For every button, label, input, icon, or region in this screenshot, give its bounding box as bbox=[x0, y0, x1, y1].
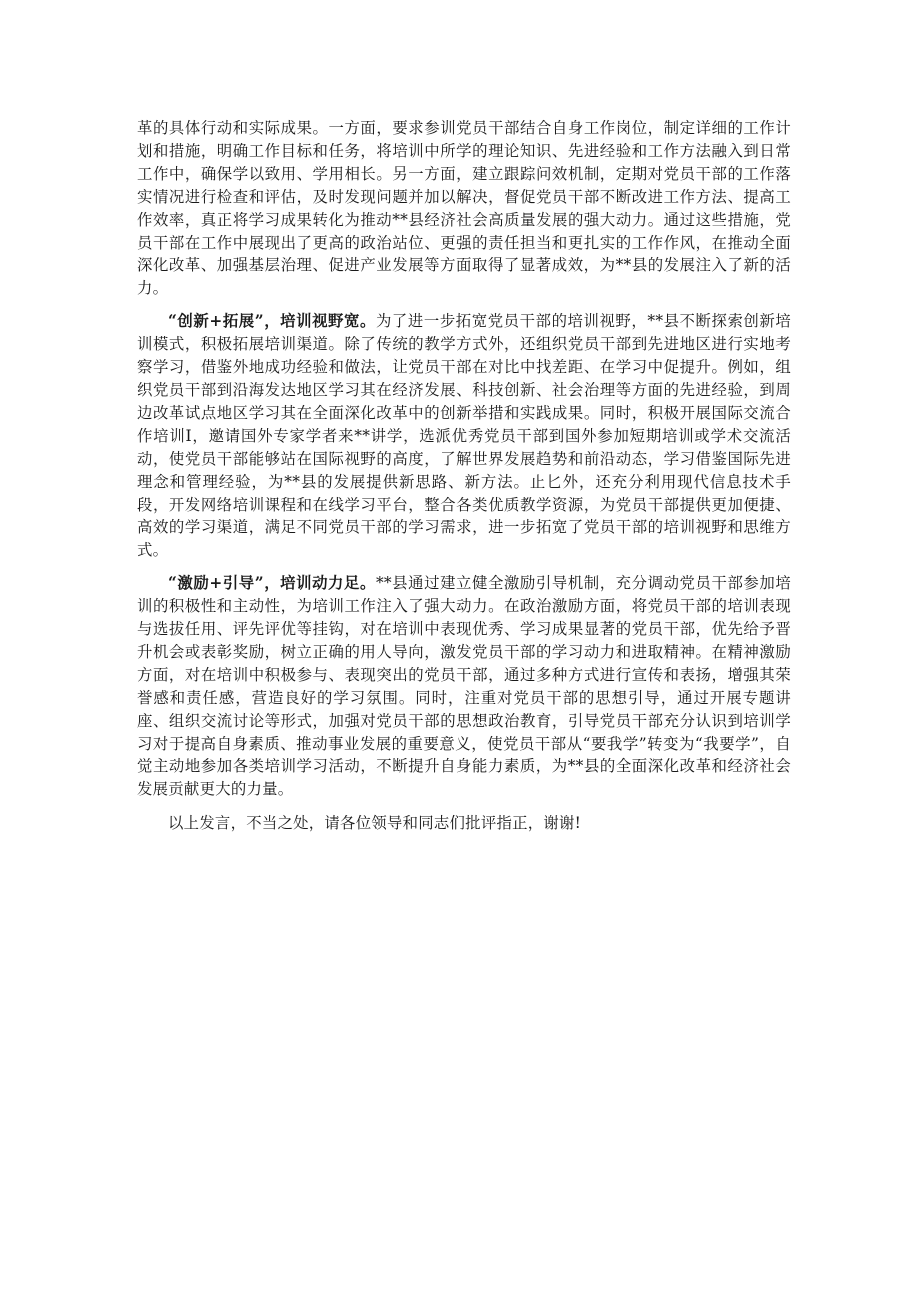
document-page bbox=[137, 117, 791, 835]
section-heading: “激励+引导”，培训动力足。 bbox=[168, 574, 376, 593]
paragraph-continuation bbox=[137, 117, 791, 300]
paragraph-incentive-guidance bbox=[137, 572, 791, 801]
paragraph-body: 以上发言，不当之处，请各位领导和同志们批评指正，谢谢! bbox=[168, 814, 582, 833]
paragraph-innovation-expansion bbox=[137, 310, 791, 562]
paragraph-body: **县通过建立健全激励引导机制，充分调动党员干部参加培训的积极性和主动性，为培训工作注入了强大动力。在政治激励方面，将党员干部的培训表现与选拔任用、评先评优等挂钩，对在培训中表现优秀、学习成果显著的党员干部，优先给予晋升机会或表彰奖励，树立正确的用人导向，激发党员干部的学习动力和进取精神。在精神激励方面，对在培训中积极参与、表现突出的党员干部，通过多种方式进行宣传和表扬，增强其荣誉感和责任感，营造良好的学习氛围。同时，注重对党员干部的思想引导，通过开展专题讲座、组织交流讨论等形式，加强对党员干部的思想政治教育，引导党员干部充分认识到培训学习对于提高自身素质、推动事业发展的重要意义，使党员干部从“要我学”转变为“我要学”，自觉主动地参加各类培训学习活动，不断提升自身能力素质，为**县的全面深化改革和经济社会发展贡献更大的力量。 bbox=[137, 574, 791, 799]
section-heading: “创新+拓展”，培训视野宽。 bbox=[168, 312, 376, 331]
paragraph-body: 为了进一步拓宽党员干部的培训视野，**县不断探索创新培训模式，积极拓展培训渠道。除了传统的教学方式外，还组织党员干部到先进地区进行实地考察学习，借鉴外地成功经验和做法，让党员干部在对比中找差距、在学习中促提升。例如，组织党员干部到沿海发达地区学习其在经济发展、科技创新、社会治理等方面的先进经验，到周边改革试点地区学习其在全面深化改革中的创新举措和实践成果。同时，积极开展国际交流合作培训I，邀请国外专家学者来**讲学，选派优秀党员干部到国外参加短期培训或学术交流活动，使党员干部能够站在国际视野的高度，了解世界发展趋势和前沿动态，学习借鉴国际先进理念和管理经验，为**县的发展提供新思路、新方法。止匕外，还充分利用现代信息技术手段，开发网络培训课程和在线学习平台，整合各类优质教学资源，为党员干部提供更加便捷、高效的学习渠道，满足不同党员干部的学习需求，进一步拓宽了党员干部的培训视野和思维方式。 bbox=[137, 312, 791, 560]
paragraph-body: 革的具体行动和实际成果。一方面，要求参训党员干部结合自身工作岗位，制定详细的工作计划和措施，明确工作目标和任务，将培训中所学的理论知识、先进经验和工作方法融入到日常工作中，确保学以致用、学用相长。另一方面，建立跟踪问效机制，定期对党员干部的工作落实情况进行检查和评估，及时发现问题并加以解决，督促党员干部不断改进工作方法、提高工作效率，真正将学习成果转化为推动**县经济社会高质量发展的强大动力。通过这些措施，党员干部在工作中展现出了更高的政治站位、更强的责任担当和更扎实的工作作风，在推动全面深化改革、加强基层治理、促进产业发展等方面取得了显著成效，为**县的发展注入了新的活力。 bbox=[137, 119, 791, 298]
closing-remarks bbox=[137, 812, 791, 835]
